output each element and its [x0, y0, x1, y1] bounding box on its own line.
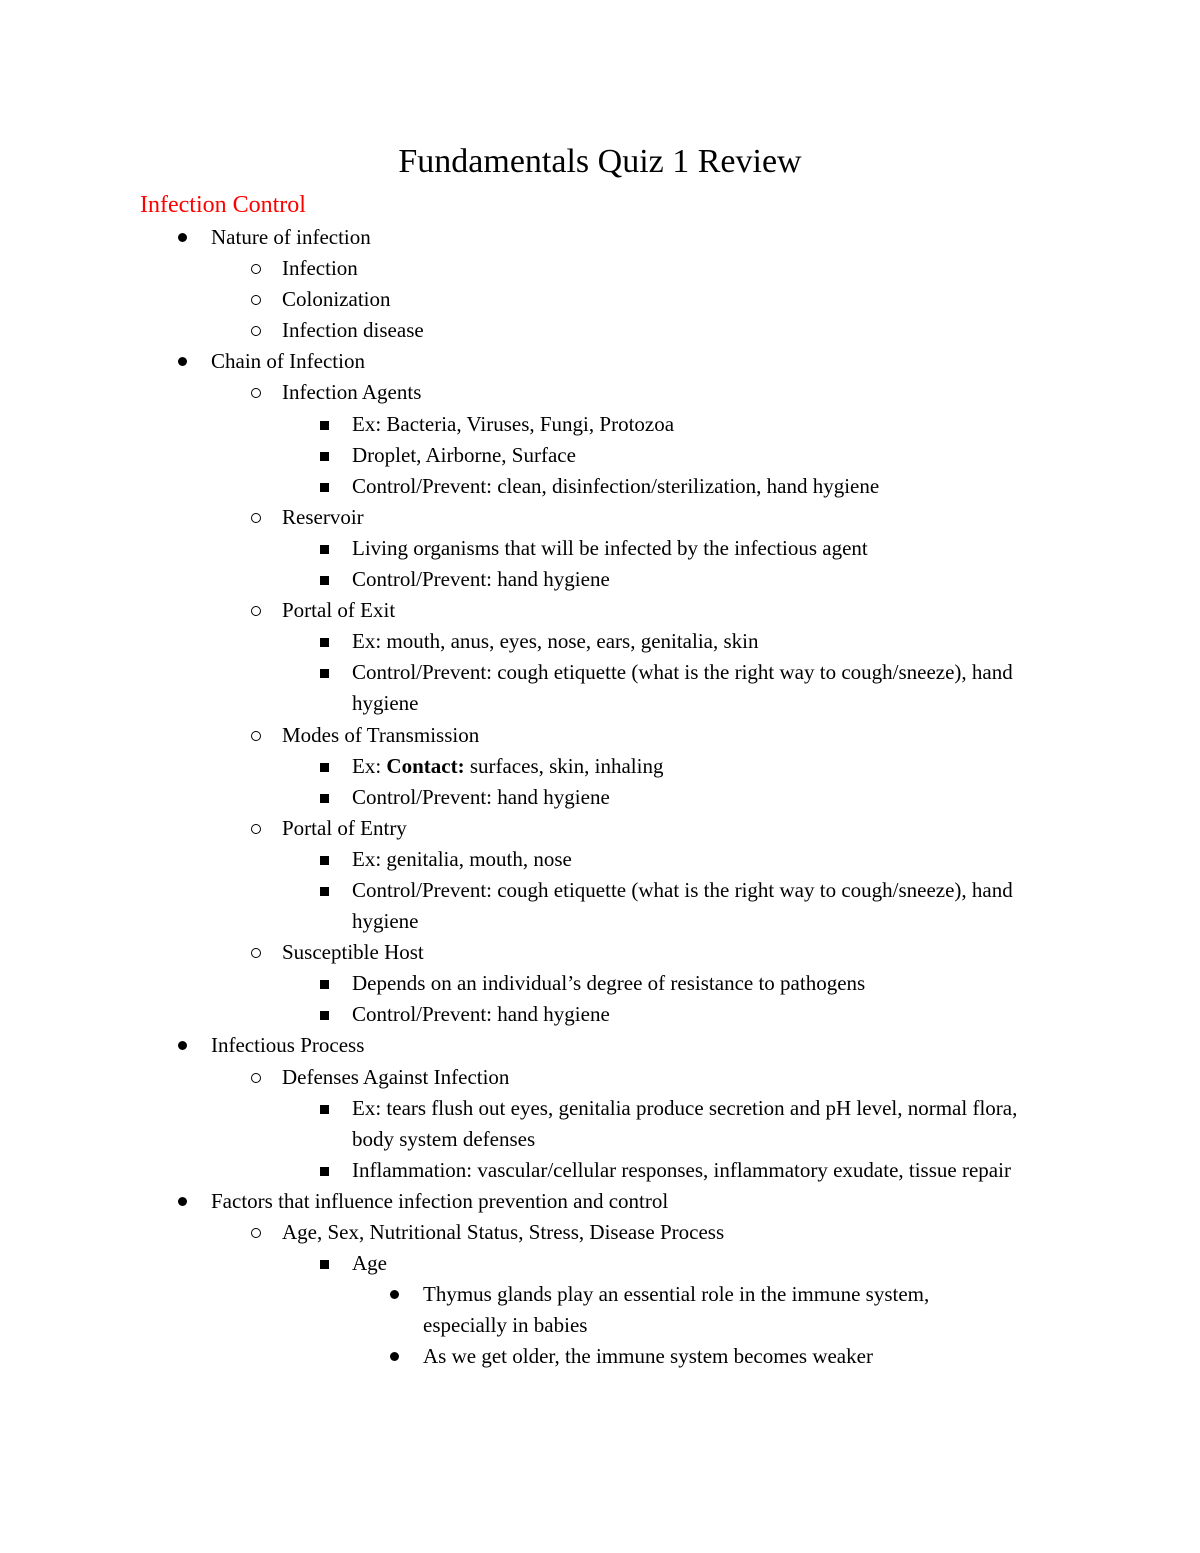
- outline-item-level-2: [0, 377, 1200, 408]
- outline-item-level-2: [0, 1062, 1200, 1093]
- outline-item-text: Colonization: [282, 287, 391, 312]
- outline-item-bold-term: Contact:: [386, 753, 465, 778]
- outline-item-level-3: [0, 471, 1200, 502]
- outline-item-text: Inflammation: vascular/cellular responses, inflammatory exudate, tissue repair: [352, 1157, 1011, 1182]
- outline-item-text: Defenses Against Infection: [282, 1064, 510, 1089]
- section-heading: Infection Control: [140, 192, 306, 218]
- outline-item-level-2: [0, 315, 1200, 346]
- bullet-square-icon: [318, 1093, 352, 1155]
- outline-item-level-3: [0, 1093, 1200, 1155]
- outline-item-rest: surfaces, skin, inhaling: [464, 753, 664, 778]
- bullet-square-icon: [318, 782, 352, 813]
- bullet-circle-icon: [250, 253, 282, 284]
- outline-item-text: Age: [352, 1251, 387, 1276]
- outline-item-level-3: [0, 999, 1200, 1030]
- outline-item-level-4: [0, 1341, 1200, 1372]
- outline-item-level-1: [0, 1030, 1200, 1061]
- outline-item-text: Control/Prevent: cough etiquette (what is the right way to cough/sneeze), hand hygiene: [352, 877, 1013, 934]
- bullet-square-icon: [318, 1248, 352, 1279]
- bullet-square-icon: [318, 999, 352, 1030]
- outline-item-text: Factors that influence infection prevention and control: [211, 1188, 669, 1213]
- outline-item-text: Control/Prevent: cough etiquette (what is the right way to cough/sneeze), hand hygiene: [352, 660, 1013, 716]
- outline-item-level-3: [0, 968, 1200, 999]
- outline-item-text: Susceptible Host: [282, 940, 424, 965]
- outline-item-level-2: [0, 284, 1200, 315]
- bullet-circle-icon: [250, 284, 282, 315]
- outline-item-level-3: [0, 1248, 1200, 1279]
- bullet-square-icon: [318, 626, 352, 657]
- outline-item-text: Ex: tears flush out eyes, genitalia produce secretion and pH level, normal flora, body system defenses: [352, 1095, 1018, 1151]
- bullet-square-icon: [318, 875, 352, 937]
- bullet-circle-icon: [250, 377, 282, 408]
- bullet-square-icon: [318, 657, 352, 719]
- outline-item-level-3: [0, 782, 1200, 813]
- outline-item-text: Control/Prevent: clean, disinfection/sterilization, hand hygiene: [352, 473, 880, 498]
- outline-item-text: [352, 751, 1052, 782]
- bullet-circle-icon: [250, 1217, 282, 1248]
- outline-item-text: Control/Prevent: hand hygiene: [352, 784, 610, 809]
- outline-item-text: Ex: mouth, anus, eyes, nose, ears, genitalia, skin: [352, 629, 759, 654]
- outline-item-level-3: [0, 657, 1200, 719]
- outline-item-prefix: Ex:: [352, 753, 387, 778]
- bullet-square-icon: [318, 1155, 352, 1186]
- outline-item-text: Infection: [282, 256, 358, 281]
- outline-item-level-2: [0, 937, 1200, 968]
- bullet-square-icon: [318, 409, 352, 440]
- bullet-circle-icon: [250, 502, 282, 533]
- bullet-circle-icon: [250, 813, 282, 844]
- outline-item-text: Depends on an individual’s degree of resistance to pathogens: [352, 971, 866, 996]
- outline-item-level-3: [0, 875, 1200, 937]
- outline-item-level-2: [0, 595, 1200, 626]
- bullet-dot-icon: [178, 1030, 211, 1061]
- bullet-square-icon: [318, 751, 352, 782]
- bullet-circle-icon: [250, 1062, 282, 1093]
- outline-item-text: Thymus glands play an essential role in the immune system, especially in babies: [423, 1282, 930, 1338]
- outline-item-text: Modes of Transmission: [282, 722, 480, 747]
- bullet-circle-icon: [250, 720, 282, 751]
- outline-item-level-3: [0, 1155, 1200, 1186]
- outline-item-level-3: [0, 751, 1200, 782]
- bullet-square-icon: [318, 564, 352, 595]
- outline-item-level-1: [0, 1186, 1200, 1217]
- outline-item-text: Ex: Bacteria, Viruses, Fungi, Protozoa: [352, 411, 675, 436]
- outline-item-level-3: [0, 533, 1200, 564]
- outline-item-level-2: [0, 720, 1200, 751]
- document-title: Fundamentals Quiz 1 Review: [398, 143, 802, 180]
- outline-item-level-3: [0, 844, 1200, 875]
- outline-item-level-3: [0, 564, 1200, 595]
- outline-item-text: As we get older, the immune system becomes weaker: [423, 1344, 873, 1369]
- outline-list: [0, 222, 1200, 1372]
- outline-item-text: Control/Prevent: hand hygiene: [352, 1002, 610, 1027]
- outline-item-level-3: [0, 440, 1200, 471]
- bullet-dot-icon: [178, 346, 211, 377]
- outline-item-level-2: [0, 253, 1200, 284]
- outline-item-text: Ex: genitalia, mouth, nose: [352, 846, 572, 871]
- outline-item-text: Infection disease: [282, 318, 424, 343]
- outline-item-level-4: [0, 1279, 1200, 1341]
- outline-item-level-3: [0, 626, 1200, 657]
- outline-item-level-3: [0, 409, 1200, 440]
- outline-item-text: Living organisms that will be infected by the infectious agent: [352, 535, 868, 560]
- bullet-circle-icon: [250, 315, 282, 346]
- outline-item-text: Control/Prevent: hand hygiene: [352, 567, 610, 592]
- bullet-circle-icon: [250, 595, 282, 626]
- bullet-square-icon: [318, 533, 352, 564]
- outline-item-text: Nature of infection: [211, 225, 371, 249]
- outline-item-text: Droplet, Airborne, Surface: [352, 442, 576, 467]
- bullet-dot-icon: [390, 1279, 423, 1341]
- outline-item-text: Reservoir: [282, 504, 364, 529]
- outline-item-text: Infection Agents: [282, 380, 422, 405]
- outline-item-level-2: [0, 502, 1200, 533]
- outline-item-level-2: [0, 813, 1200, 844]
- outline-item-text: Portal of Exit: [282, 598, 396, 623]
- outline-item-text: Infectious Process: [211, 1033, 365, 1058]
- outline-item-level-1: [0, 346, 1200, 377]
- bullet-square-icon: [318, 440, 352, 471]
- bullet-dot-icon: [178, 1186, 211, 1217]
- bullet-square-icon: [318, 471, 352, 502]
- outline-item-level-2: [0, 1217, 1200, 1248]
- outline-item-text: Age, Sex, Nutritional Status, Stress, Disease Process: [282, 1220, 725, 1244]
- bullet-square-icon: [318, 844, 352, 875]
- bullet-dot-icon: [178, 222, 211, 253]
- bullet-circle-icon: [250, 937, 282, 968]
- outline-item-level-1: [0, 222, 1200, 253]
- outline-item-text: Portal of Entry: [282, 815, 407, 840]
- bullet-square-icon: [318, 968, 352, 999]
- bullet-dot-icon: [390, 1341, 423, 1372]
- outline-item-text: Chain of Infection: [211, 349, 365, 374]
